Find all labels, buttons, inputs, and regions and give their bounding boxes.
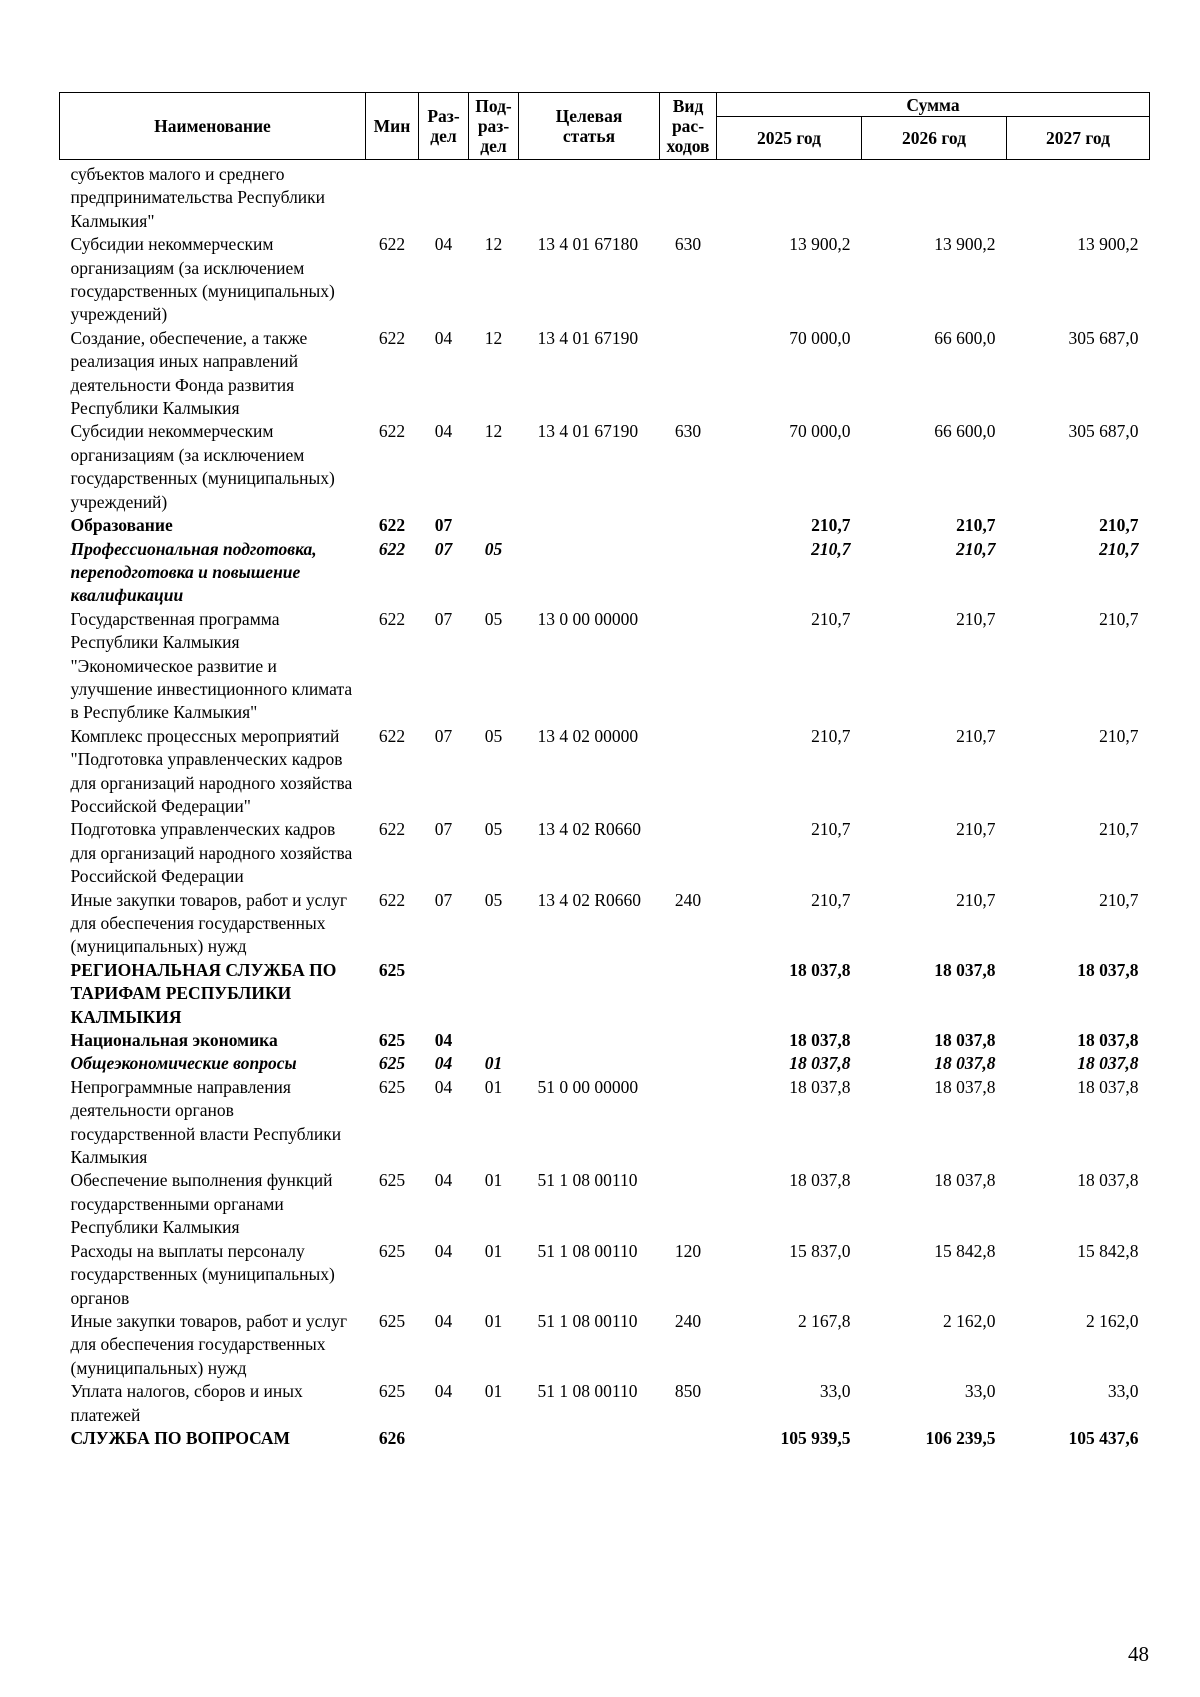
row-expense-type: 240	[674, 1310, 702, 1331]
row-section-code: 04	[434, 1053, 453, 1074]
row-sum-2027	[1007, 160, 1150, 234]
row-subsection-code: 01	[484, 1076, 503, 1097]
row-name: Иные закупки товаров, работ и услуг для обеспечения государственных (муниципальных) нужд	[70, 1310, 348, 1378]
table-row	[60, 725, 1150, 819]
row-expense-type	[660, 1029, 717, 1052]
row-expense-type	[660, 1427, 717, 1450]
row-section-code: 04	[434, 327, 453, 348]
table-row	[60, 1052, 1150, 1075]
row-name: Общеэкономические вопросы	[70, 1053, 297, 1074]
row-ministry-code: 622	[378, 515, 406, 536]
row-sum-2027: 210,7	[1099, 889, 1139, 910]
row-section-code: 07	[434, 538, 453, 559]
row-target-article	[519, 538, 660, 608]
row-sum-2026: 18 037,8	[934, 1030, 996, 1051]
header-sum: Сумма	[717, 93, 1150, 117]
row-ministry-code: 622	[378, 234, 406, 255]
row-sum-2025: 210,7	[811, 608, 851, 629]
row-target-article: 51 1 08 00110	[537, 1170, 638, 1191]
row-ministry-code: 625	[378, 1240, 406, 1261]
row-sum-2026: 18 037,8	[934, 1076, 996, 1097]
header-year-2027: 2027 год	[1007, 117, 1150, 160]
row-target-article	[519, 959, 660, 1029]
table-row	[60, 1380, 1150, 1427]
row-subsection-code	[469, 959, 519, 1029]
row-subsection-code	[469, 1029, 519, 1052]
row-ministry-code: 622	[378, 538, 406, 559]
row-sum-2027: 18 037,8	[1077, 1170, 1139, 1191]
row-section-code: 04	[434, 1310, 453, 1331]
row-section-code: 04	[434, 1030, 453, 1051]
row-sum-2026: 210,7	[956, 515, 996, 536]
row-target-article: 13 0 00 00000	[537, 608, 639, 629]
table-row	[60, 233, 1150, 327]
row-sum-2025: 15 837,0	[789, 1240, 851, 1261]
table-row	[60, 889, 1150, 959]
row-expense-type	[660, 1052, 717, 1075]
row-ministry-code: 625	[378, 1030, 406, 1051]
row-expense-type: 120	[674, 1240, 702, 1261]
row-expense-type: 630	[674, 234, 702, 255]
table-row	[60, 420, 1150, 514]
row-sum-2027: 33,0	[1107, 1381, 1139, 1402]
row-subsection-code: 05	[484, 608, 503, 629]
row-sum-2025: 105 939,5	[780, 1427, 851, 1448]
row-section-code: 07	[434, 608, 453, 629]
row-ministry-code: 625	[378, 1170, 406, 1191]
row-target-article: 13 4 02 R0660	[537, 819, 642, 840]
row-section-code: 07	[434, 819, 453, 840]
row-subsection-code	[469, 1427, 519, 1450]
row-name: Обеспечение выполнения функций государственными органами Республики Калмыкия	[70, 1170, 333, 1238]
row-ministry-code: 625	[378, 1310, 406, 1331]
table-row	[60, 514, 1150, 537]
row-subsection-code: 05	[484, 819, 503, 840]
row-name: Подготовка управленческих кадров для организаций народного хозяйства Российской Федерации	[70, 819, 353, 887]
row-subsection-code: 05	[484, 725, 503, 746]
table-row	[60, 959, 1150, 1029]
row-target-article: 13 4 01 67180	[537, 234, 639, 255]
header-name: Наименование	[60, 93, 366, 160]
row-target-article: 51 1 08 00110	[537, 1310, 638, 1331]
row-expense-type	[660, 818, 717, 888]
row-sum-2026: 2 162,0	[943, 1310, 996, 1331]
row-ministry-code: 625	[378, 1381, 406, 1402]
row-subsection-code: 01	[484, 1053, 503, 1074]
row-expense-type	[660, 959, 717, 1029]
row-sum-2027: 210,7	[1099, 515, 1139, 536]
row-expense-type	[660, 1169, 717, 1239]
row-name: Иные закупки товаров, работ и услуг для обеспечения государственных (муниципальных) нужд	[70, 889, 348, 957]
row-target-article: 51 0 00 00000	[537, 1076, 639, 1097]
row-name: Государственная программа Республики Калмыкия "Экономическое развитие и улучшение инвестиционного климата в Республике Калмыкия"	[70, 608, 353, 723]
row-expense-type: 850	[674, 1381, 702, 1402]
row-ministry-code: 622	[378, 725, 406, 746]
row-section-code	[419, 160, 469, 234]
row-section-code	[419, 959, 469, 1029]
row-name: РЕГИОНАЛЬНАЯ СЛУЖБА ПО ТАРИФАМ РЕСПУБЛИКИ КАЛМЫКИЯ	[70, 959, 337, 1027]
row-section-code: 04	[434, 1076, 453, 1097]
row-sum-2027: 13 900,2	[1077, 234, 1139, 255]
budget-table	[59, 92, 1150, 1450]
row-subsection-code: 01	[484, 1310, 503, 1331]
row-sum-2026: 210,7	[956, 538, 996, 559]
table-row	[60, 160, 1150, 234]
table-body	[60, 160, 1150, 1451]
row-sum-2025: 210,7	[811, 515, 851, 536]
row-target-article: 13 4 01 67190	[537, 421, 639, 442]
row-sum-2026: 18 037,8	[934, 959, 996, 980]
row-expense-type	[660, 514, 717, 537]
row-name: Профессиональная подготовка, переподготовка и повышение квалификации	[70, 538, 317, 606]
row-sum-2025: 18 037,8	[789, 1076, 851, 1097]
row-sum-2025	[717, 160, 862, 234]
row-subsection-code: 01	[484, 1240, 503, 1261]
row-target-article	[519, 160, 660, 234]
row-expense-type: 240	[674, 889, 702, 910]
page-number: 48	[1128, 1642, 1149, 1666]
row-sum-2027: 2 162,0	[1086, 1310, 1139, 1331]
table-row	[60, 1169, 1150, 1239]
row-target-article	[519, 1029, 660, 1052]
table-row	[60, 327, 1150, 421]
row-sum-2026: 13 900,2	[934, 234, 996, 255]
row-sum-2026	[862, 160, 1007, 234]
row-name: Субсидии некоммерческим организациям (за исключением государственных (муниципальных) учреждений)	[70, 234, 335, 325]
row-name: субъектов малого и среднего предпринимательства Республики Калмыкия"	[70, 164, 326, 231]
row-expense-type	[660, 327, 717, 421]
row-sum-2025: 2 167,8	[798, 1310, 851, 1331]
row-sum-2025: 210,7	[811, 819, 851, 840]
row-target-article: 13 4 01 67190	[537, 327, 639, 348]
row-ministry-code: 622	[378, 889, 406, 910]
row-sum-2027: 18 037,8	[1077, 1030, 1139, 1051]
row-expense-type	[660, 538, 717, 608]
row-sum-2025: 70 000,0	[789, 327, 851, 348]
row-ministry-code: 626	[378, 1427, 406, 1448]
row-sum-2026: 66 600,0	[934, 327, 996, 348]
row-section-code: 07	[434, 889, 453, 910]
row-target-article	[519, 1052, 660, 1075]
table-row	[60, 1310, 1150, 1380]
table-row	[60, 1240, 1150, 1310]
row-expense-type	[660, 160, 717, 234]
row-sum-2027: 15 842,8	[1077, 1240, 1139, 1261]
row-name: Уплата налогов, сборов и иных платежей	[70, 1381, 303, 1425]
row-sum-2027: 18 037,8	[1077, 1076, 1139, 1097]
header-target-article: Целевая статья	[519, 93, 660, 160]
row-section-code: 07	[434, 725, 453, 746]
row-section-code: 04	[434, 234, 453, 255]
row-sum-2025: 33,0	[819, 1381, 851, 1402]
row-sum-2025: 210,7	[811, 725, 851, 746]
row-sum-2027: 18 037,8	[1077, 1053, 1139, 1074]
row-expense-type	[660, 608, 717, 725]
row-sum-2026: 18 037,8	[934, 1170, 996, 1191]
row-name: Субсидии некоммерческим организациям (за исключением государственных (муниципальных) учреждений)	[70, 421, 335, 512]
row-name: Непрограммные направления деятельности органов государственной власти Республики Калмыкия	[70, 1076, 342, 1168]
table-row	[60, 1076, 1150, 1170]
row-ministry-code	[366, 160, 419, 234]
row-sum-2027: 210,7	[1099, 819, 1139, 840]
row-sum-2027: 210,7	[1099, 608, 1139, 629]
row-sum-2027: 105 437,6	[1068, 1427, 1139, 1448]
row-name: Расходы на выплаты персоналу государственных (муниципальных) органов	[70, 1240, 335, 1308]
row-ministry-code: 622	[378, 421, 406, 442]
row-expense-type	[660, 725, 717, 819]
row-sum-2027: 305 687,0	[1068, 421, 1139, 442]
row-sum-2026: 210,7	[956, 725, 996, 746]
row-subsection-code	[469, 514, 519, 537]
table-row	[60, 1029, 1150, 1052]
row-section-code: 04	[434, 1381, 453, 1402]
row-ministry-code: 622	[378, 327, 406, 348]
row-sum-2026: 66 600,0	[934, 421, 996, 442]
row-ministry-code: 625	[378, 1076, 406, 1097]
row-subsection-code: 01	[484, 1381, 503, 1402]
row-sum-2025: 13 900,2	[789, 234, 851, 255]
table-row	[60, 538, 1150, 608]
row-sum-2027: 210,7	[1099, 725, 1139, 746]
row-sum-2026: 210,7	[956, 889, 996, 910]
row-sum-2026: 210,7	[956, 608, 996, 629]
row-sum-2026: 18 037,8	[934, 1053, 996, 1074]
row-subsection-code: 01	[484, 1170, 503, 1191]
row-subsection-code	[469, 160, 519, 234]
row-ministry-code: 622	[378, 608, 406, 629]
row-sum-2025: 210,7	[811, 538, 851, 559]
budget-document	[59, 92, 1149, 1450]
row-name: Комплекс процессных мероприятий "Подготовка управленческих кадров для организаций народного хозяйства Российской Федерации"	[70, 725, 353, 816]
row-section-code: 04	[434, 1240, 453, 1261]
row-subsection-code: 12	[484, 421, 503, 442]
row-target-article	[519, 1427, 660, 1450]
row-target-article: 51 1 08 00110	[537, 1240, 638, 1261]
header-year-2025: 2025 год	[717, 117, 862, 160]
row-sum-2025: 18 037,8	[789, 1030, 851, 1051]
row-target-article	[519, 514, 660, 537]
row-target-article: 13 4 02 R0660	[537, 889, 642, 910]
row-subsection-code: 05	[484, 538, 503, 559]
header-section: Раз- дел	[419, 93, 469, 160]
row-sum-2025: 18 037,8	[789, 1053, 851, 1074]
row-section-code: 04	[434, 1170, 453, 1191]
row-sum-2026: 15 842,8	[934, 1240, 996, 1261]
row-name: СЛУЖБА ПО ВОПРОСАМ	[70, 1427, 291, 1448]
header-subsection: Под- раз- дел	[469, 93, 519, 160]
row-expense-type	[660, 1076, 717, 1170]
row-sum-2026: 106 239,5	[925, 1427, 996, 1448]
row-section-code: 04	[434, 421, 453, 442]
row-sum-2027: 305 687,0	[1068, 327, 1139, 348]
header-expense-type: Вид рас- ходов	[660, 93, 717, 160]
row-name: Образование	[70, 515, 173, 536]
row-sum-2025: 18 037,8	[789, 1170, 851, 1191]
table-row	[60, 1427, 1150, 1450]
row-subsection-code: 12	[484, 234, 503, 255]
row-sum-2025: 210,7	[811, 889, 851, 910]
row-name: Создание, обеспечение, а также реализация иных направлений деятельности Фонда развития Республики Калмыкия	[70, 327, 308, 419]
header-year-2026: 2026 год	[862, 117, 1007, 160]
row-ministry-code: 622	[378, 819, 406, 840]
row-sum-2027: 210,7	[1099, 538, 1139, 559]
table-row	[60, 818, 1150, 888]
row-subsection-code: 12	[484, 327, 503, 348]
row-sum-2026: 210,7	[956, 819, 996, 840]
row-target-article: 51 1 08 00110	[537, 1381, 638, 1402]
row-expense-type: 630	[674, 421, 702, 442]
row-name: Национальная экономика	[70, 1030, 278, 1051]
row-sum-2025: 18 037,8	[789, 959, 851, 980]
row-subsection-code: 05	[484, 889, 503, 910]
row-target-article: 13 4 02 00000	[537, 725, 639, 746]
row-ministry-code: 625	[378, 1053, 406, 1074]
row-ministry-code: 625	[378, 959, 406, 980]
row-section-code	[419, 1427, 469, 1450]
row-section-code: 07	[434, 515, 453, 536]
row-sum-2026: 33,0	[964, 1381, 996, 1402]
header-ministry: Мин	[366, 93, 419, 160]
row-sum-2025: 70 000,0	[789, 421, 851, 442]
table-row	[60, 608, 1150, 725]
row-sum-2027: 18 037,8	[1077, 959, 1139, 980]
